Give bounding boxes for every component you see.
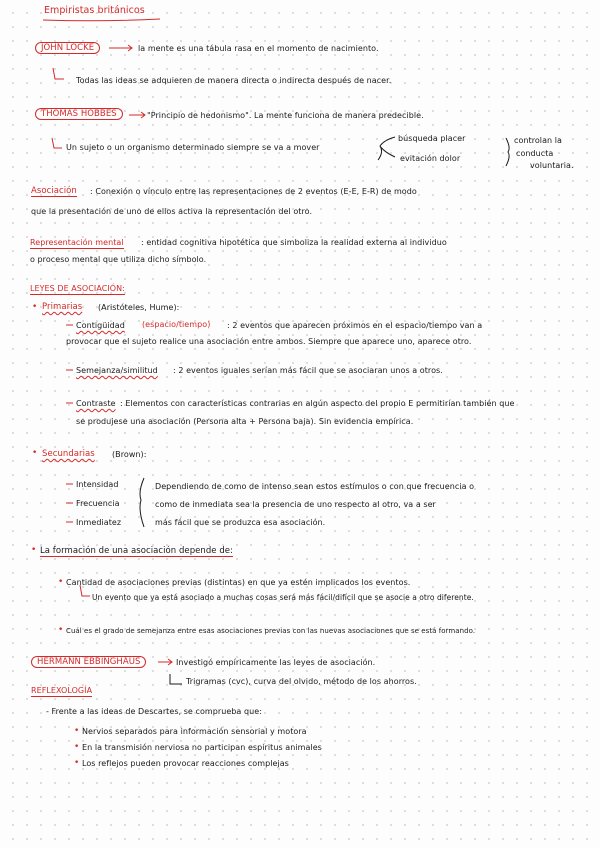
asociacion-term: Asociación (31, 186, 77, 196)
sec-item-frecuencia: Frecuencia (76, 499, 120, 508)
bullet-dot: • (74, 726, 80, 736)
sec-item-intensidad: Intensidad (76, 480, 119, 489)
bullet-dot: • (31, 545, 37, 555)
primarias-authors: (Aristóteles, Hume): (98, 303, 180, 312)
reflexologia-intro: - Frente a las ideas de Descartes, se comprueba que: (46, 707, 262, 716)
contraste-line-1: : Elementos con características contrarias en algún aspecto del propio E permitirían también que (120, 399, 515, 408)
secundarias-term: Secundarias (42, 449, 95, 459)
secundarias-line-3: más fácil que se produzca esa asociación. (155, 518, 326, 527)
secundarias-line-1: Dependiendo de como de intenso sean estos estímulos o con que frecuencia o (155, 482, 475, 491)
bullet-dot: • (74, 758, 80, 768)
representacion-term: Representación mental (30, 238, 124, 247)
hobbes-line-1: "Principio de hedonismo". La mente funciona de manera predecible. (147, 111, 424, 120)
locke-line-1: la mente es una tábula rasa en el momento de nacimiento. (138, 44, 379, 53)
hobbes-control-2: conducta (516, 149, 554, 158)
asociacion-line-1: : Conexión o vínculo entre las representaciones de 2 eventos (E-E, E-R) de modo (90, 187, 417, 196)
hobbes-name-box: THOMAS HOBBES (35, 108, 123, 120)
contiguidad-line-1: : 2 eventos que aparecen próximos en el espacio/tiempo van a (227, 321, 483, 330)
leyes-heading: LEYES DE ASOCIACIÓN: (30, 284, 125, 293)
contraste-term: Contraste (76, 399, 116, 408)
reflexologia-item-2: En la transmisión nerviosa no participan espíritus animales (82, 743, 322, 752)
bullet-dot: • (32, 448, 38, 458)
contiguidad-paren: (espacio/tiempo) (142, 320, 211, 329)
ebbinghaus-line-1: Investigó empíricamente las leyes de asociación. (176, 658, 376, 667)
primarias-term: Primarias (42, 302, 83, 312)
representacion-line-1: : entidad cognitiva hipotética que simboliza la realidad externa al individuo (141, 238, 447, 247)
reflexologia-heading: REFLEXOLOGÍA (31, 686, 93, 695)
ebbinghaus-name-box: HERMANN EBBINGHAUS (31, 656, 146, 668)
semejanza-text: : 2 eventos iguales serían más fácil que se asociaran unos a otros. (173, 366, 443, 375)
bullet-dot: • (58, 625, 64, 635)
bullet-dot: • (74, 742, 80, 752)
bullet-dot: • (32, 302, 38, 312)
secundarias-line-2: como de inmediata sea la presencia de uno respecto al otro, va a ser (155, 500, 436, 509)
ebbinghaus-line-2: Trigramas (cvc), curva del olvido, método de los ahorros. (186, 677, 417, 686)
contiguidad-term: Contigüidad (76, 321, 125, 330)
formacion-item-1-sub: Un evento que ya está asociado a muchas cosas será más fácil/difícil que se asocie a otro diferente. (92, 593, 474, 602)
formacion-heading: La formación de una asociación depende de: (40, 546, 233, 556)
hobbes-branch-placer: búsqueda placer (398, 134, 466, 143)
hobbes-control-1: controlan la (514, 136, 562, 145)
asociacion-line-2: que la presentación de uno de ellos activa la representación del otro. (31, 207, 313, 216)
reflexologia-item-1: Nervios separados para información sensorial y motora (82, 727, 307, 736)
hobbes-control-3: voluntaria. (530, 161, 574, 170)
bullet-dot: • (58, 577, 64, 587)
formacion-item-2: Cuál es el grado de semejanza entre esas asociaciones previas con las nuevas asociaciones que se está formando. (66, 627, 476, 635)
contiguidad-line-2: provocar que el sujeto realice una asociación entre ambos. Siempre que aparece uno, aparece otro. (66, 337, 472, 346)
sec-item-inmediatez: Inmediatez (76, 518, 122, 527)
reflexologia-item-3: Los reflejos pueden provocar reacciones complejas (82, 759, 289, 768)
representacion-line-2: o proceso mental que utiliza dicho símbolo. (30, 255, 207, 264)
hobbes-branch-dolor: evitación dolor (400, 154, 461, 163)
hobbes-line-2: Un sujeto o un organismo determinado siempre se va a mover (66, 143, 320, 152)
secundarias-author: (Brown): (112, 450, 147, 459)
contraste-line-2: se produjese una asociación (Persona alta + Persona baja). Sin evidencia empírica. (76, 417, 414, 426)
semejanza-term: Semejanza/similitud (76, 366, 158, 375)
locke-name-box: JOHN LOCKE (35, 42, 100, 54)
locke-line-2: Todas las ideas se adquieren de manera directa o indirecta después de nacer. (76, 76, 392, 85)
page-title: Empiristas británicos (44, 5, 145, 16)
formacion-item-1: Cantidad de asociaciones previas (distintas) en que ya estén implicados los eventos. (66, 578, 411, 587)
